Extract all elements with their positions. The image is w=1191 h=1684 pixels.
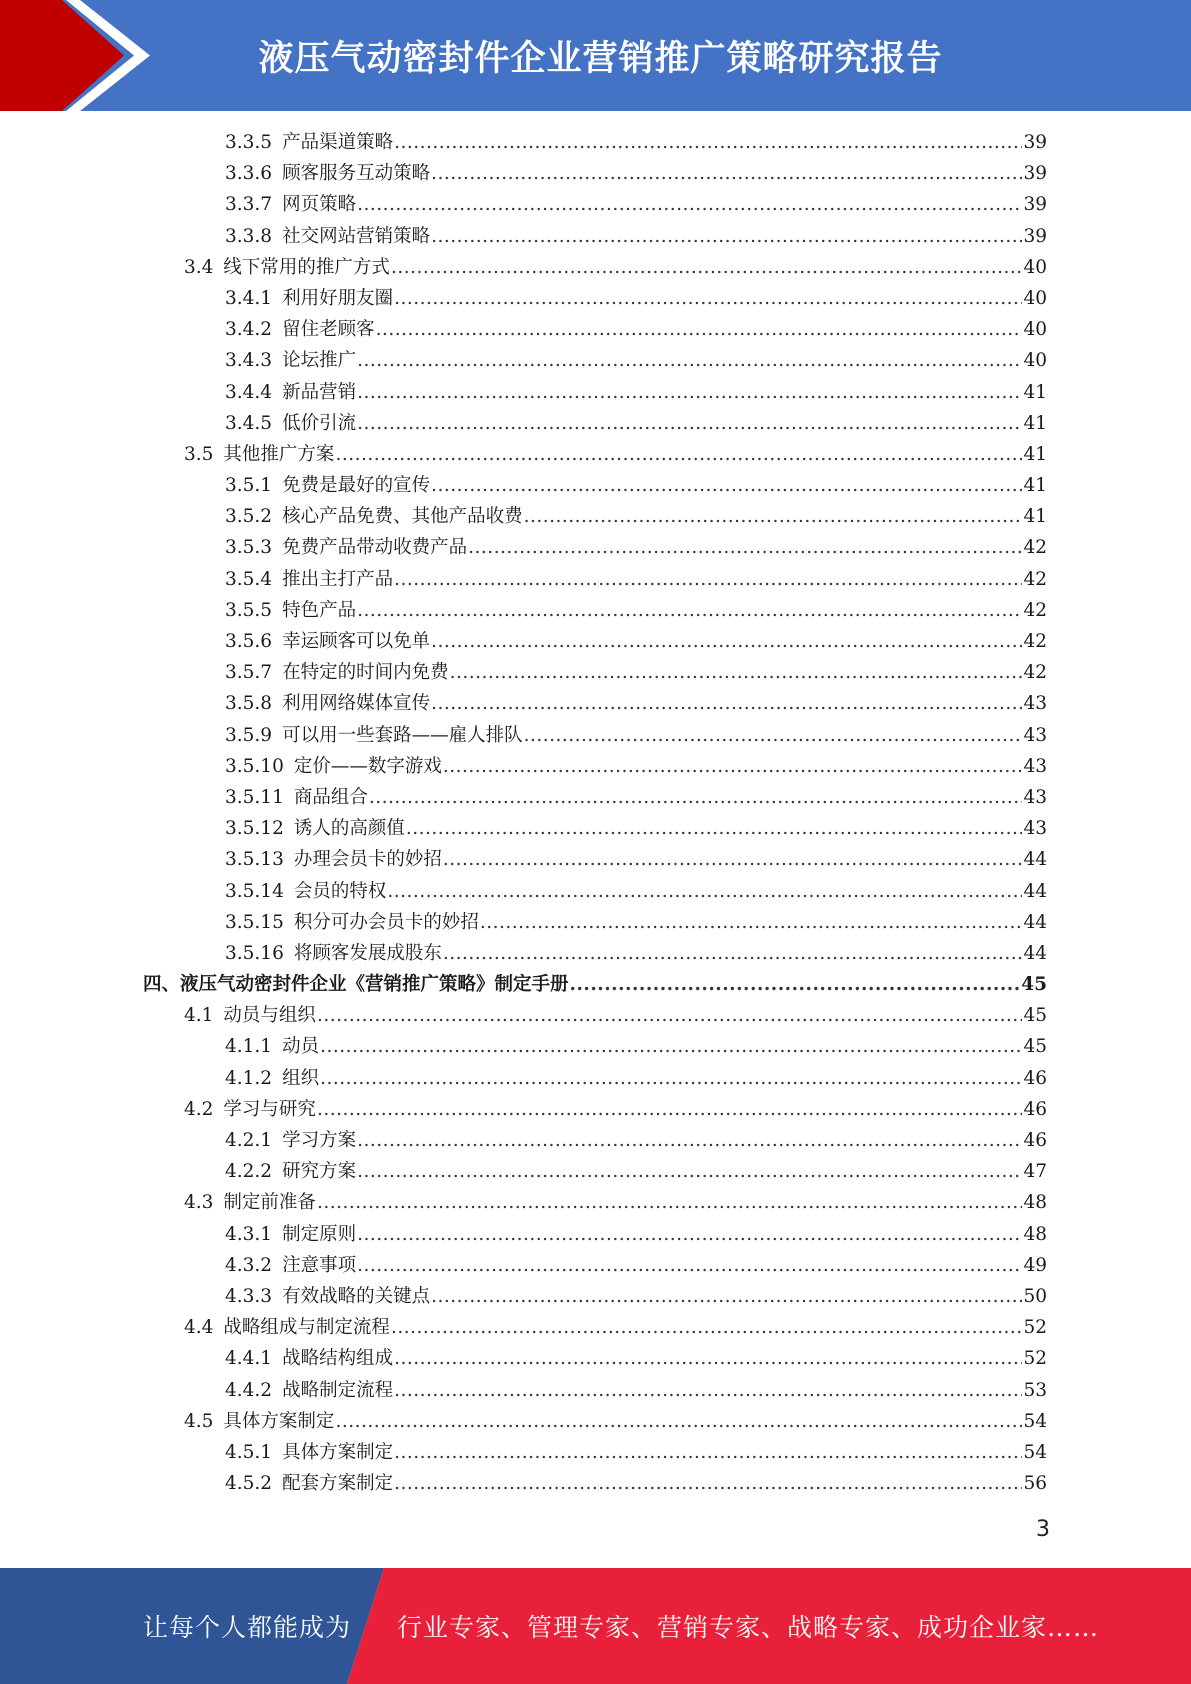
toc-dot-leader bbox=[570, 969, 1021, 1000]
toc-dot-leader bbox=[394, 564, 1022, 595]
toc-entry-number: 3.3.7 bbox=[225, 194, 273, 216]
toc-entry-page: 48 bbox=[1023, 1223, 1047, 1245]
toc-entry[interactable] bbox=[0, 158, 1191, 189]
report-title: 液压气动密封件企业营销推广策略研究报告 bbox=[258, 38, 943, 79]
toc-entry-number: 3.4.2 bbox=[225, 319, 273, 341]
toc-dot-leader bbox=[335, 1406, 1022, 1437]
toc-entry-page: 56 bbox=[1023, 1473, 1047, 1495]
toc-entry[interactable] bbox=[0, 938, 1191, 969]
toc-dot-leader bbox=[468, 532, 1022, 563]
toc-entry-number: 3.4.3 bbox=[225, 350, 273, 372]
toc-dot-leader bbox=[320, 1031, 1022, 1062]
toc-entry[interactable] bbox=[0, 1437, 1191, 1468]
toc-entry-title: 推出主打产品 bbox=[282, 568, 394, 590]
toc-entry-number: 4.1.2 bbox=[225, 1067, 273, 1089]
toc-entry-title: 定价——数字游戏 bbox=[293, 755, 442, 777]
toc-dot-leader bbox=[524, 501, 1023, 532]
toc-entry[interactable] bbox=[0, 127, 1191, 158]
toc-entry-page: 43 bbox=[1023, 724, 1047, 746]
toc-dot-leader bbox=[317, 1187, 1023, 1218]
toc-entry-title: 学习方案 bbox=[282, 1130, 357, 1151]
toc-dot-leader bbox=[357, 1250, 1022, 1281]
toc-dot-leader bbox=[394, 283, 1022, 314]
toc-dot-leader bbox=[480, 907, 1023, 938]
toc-entry-page: 41 bbox=[1023, 506, 1047, 528]
toc-entry-number: 4.3 bbox=[184, 1192, 214, 1214]
toc-entry-page: 53 bbox=[1023, 1379, 1047, 1401]
toc-entry[interactable] bbox=[0, 189, 1191, 220]
toc-entry-page: 43 bbox=[1023, 818, 1047, 840]
toc-entry-title: 免费产品带动收费产品 bbox=[282, 537, 468, 559]
toc-entry-page: 39 bbox=[1023, 225, 1047, 247]
toc-dot-leader bbox=[357, 189, 1022, 220]
toc-entry-page: 42 bbox=[1023, 568, 1047, 590]
toc-entry-page: 54 bbox=[1023, 1441, 1047, 1463]
toc-entry[interactable] bbox=[0, 1468, 1191, 1499]
toc-entry[interactable] bbox=[0, 283, 1191, 314]
toc-entry-title: 办理会员卡的妙招 bbox=[293, 849, 442, 871]
toc-dot-leader bbox=[357, 1156, 1022, 1187]
toc-entry-number: 3.4.4 bbox=[225, 381, 273, 403]
toc-entry-title: 配套方案制定 bbox=[282, 1473, 394, 1495]
toc-dot-leader bbox=[450, 657, 1023, 688]
toc-entry[interactable] bbox=[0, 1031, 1191, 1062]
toc-entry-page: 39 bbox=[1023, 194, 1047, 216]
toc-entry-number: 3.5.4 bbox=[225, 568, 273, 590]
toc-entry-number: 4.5.1 bbox=[225, 1441, 273, 1463]
toc-entry[interactable] bbox=[0, 969, 1191, 1000]
toc-entry-title: 顾客服务互动策略 bbox=[282, 163, 431, 185]
toc-entry[interactable] bbox=[0, 1156, 1191, 1187]
toc-entry-title: 诱人的高颜值 bbox=[293, 818, 405, 840]
toc-entry-number: 4.5.2 bbox=[225, 1473, 273, 1495]
toc-entry-page: 41 bbox=[1023, 381, 1047, 403]
toc-entry-page: 45 bbox=[1021, 974, 1047, 996]
toc-entry-page: 54 bbox=[1023, 1410, 1047, 1432]
toc-dot-leader bbox=[369, 782, 1023, 813]
toc-entry-page: 44 bbox=[1023, 849, 1047, 871]
toc-dot-leader bbox=[524, 720, 1023, 751]
toc-entry-page: 46 bbox=[1023, 1098, 1047, 1120]
toc-dot-leader bbox=[431, 470, 1022, 501]
toc-entry[interactable] bbox=[0, 377, 1191, 408]
toc-entry-title: 研究方案 bbox=[282, 1161, 357, 1183]
toc-entry-page: 46 bbox=[1023, 1067, 1047, 1089]
toc-dot-leader bbox=[443, 938, 1023, 969]
toc-entry[interactable] bbox=[0, 564, 1191, 595]
toc-entry-number: 3.3.5 bbox=[225, 132, 273, 153]
toc-entry-title: 制定原则 bbox=[282, 1223, 357, 1245]
toc-entry[interactable] bbox=[0, 221, 1191, 252]
toc-entry-number: 4.2 bbox=[184, 1098, 214, 1120]
toc-entry-number: 4.4.1 bbox=[225, 1348, 273, 1370]
toc-dot-leader bbox=[431, 158, 1022, 189]
toc-entry[interactable] bbox=[0, 345, 1191, 376]
toc-entry-number: 3.5.8 bbox=[225, 693, 273, 715]
toc-entry-title: 制定前准备 bbox=[223, 1192, 316, 1214]
footer-slogan-left: 让每个人都能成为 bbox=[143, 1613, 352, 1642]
toc-entry-title: 可以用一些套路——雇人排队 bbox=[282, 724, 523, 746]
toc-entry-number: 4.5 bbox=[184, 1410, 214, 1432]
toc-entry-title: 免费是最好的宣传 bbox=[282, 475, 431, 497]
footer-slogan-right: 行业专家、管理专家、营销专家、战略专家、成功企业家…… bbox=[397, 1613, 1100, 1642]
toc-dot-leader bbox=[317, 1000, 1023, 1031]
toc-entry-number: 3.5.9 bbox=[225, 724, 273, 746]
toc-entry-page: 44 bbox=[1023, 911, 1047, 933]
toc-entry[interactable] bbox=[0, 1094, 1191, 1125]
toc-entry-number: 3.4 bbox=[184, 256, 214, 278]
header-banner bbox=[0, 0, 1191, 111]
toc-entry-title: 利用网络媒体宣传 bbox=[282, 693, 431, 715]
toc-entry[interactable] bbox=[0, 1375, 1191, 1406]
toc-entry-page: 40 bbox=[1023, 287, 1047, 309]
toc-dot-leader bbox=[357, 1125, 1022, 1156]
toc-dot-leader bbox=[357, 345, 1022, 376]
toc-dot-leader bbox=[431, 221, 1022, 252]
toc-entry[interactable] bbox=[0, 688, 1191, 719]
toc-entry[interactable] bbox=[0, 751, 1191, 782]
toc-entry-number: 3.5.2 bbox=[225, 506, 273, 528]
toc-entry-page: 45 bbox=[1023, 1036, 1047, 1058]
toc-dot-leader bbox=[376, 314, 1023, 345]
toc-entry-page: 42 bbox=[1023, 599, 1047, 621]
toc-entry-number: 4.1.1 bbox=[225, 1036, 273, 1058]
toc-dot-leader bbox=[357, 1219, 1022, 1250]
toc-entry-title: 战略制定流程 bbox=[282, 1379, 394, 1401]
toc-entry-number: 3.5.5 bbox=[225, 599, 273, 621]
toc-entry[interactable] bbox=[0, 1281, 1191, 1312]
toc-entry-title: 注意事项 bbox=[282, 1254, 357, 1276]
toc-entry-title: 将顾客发展成股东 bbox=[293, 942, 442, 964]
toc-entry[interactable] bbox=[0, 657, 1191, 688]
toc-entry-title: 组织 bbox=[282, 1067, 320, 1089]
toc-entry-page: 42 bbox=[1023, 631, 1047, 652]
toc-entry-page: 43 bbox=[1023, 755, 1047, 777]
toc-entry-number: 4.4 bbox=[184, 1317, 214, 1339]
toc-entry-page: 40 bbox=[1023, 319, 1047, 341]
toc-entry[interactable] bbox=[0, 532, 1191, 563]
toc-entry[interactable] bbox=[0, 408, 1191, 439]
toc-entry[interactable] bbox=[0, 1000, 1191, 1031]
toc-entry-title: 核心产品免费、其他产品收费 bbox=[282, 506, 523, 528]
table-of-contents bbox=[0, 127, 1191, 1499]
toc-entry[interactable] bbox=[0, 844, 1191, 875]
toc-entry[interactable] bbox=[0, 907, 1191, 938]
toc-entry[interactable] bbox=[0, 720, 1191, 751]
toc-entry[interactable] bbox=[0, 1250, 1191, 1281]
toc-entry[interactable] bbox=[0, 439, 1191, 470]
toc-entry-title: 幸运顾客可以免单 bbox=[282, 631, 431, 652]
toc-entry-number: 3.5.13 bbox=[225, 849, 284, 871]
toc-entry-title: 会员的特权 bbox=[293, 880, 387, 902]
toc-entry-number: 3.5 bbox=[184, 443, 214, 465]
toc-entry-number: 3.5.15 bbox=[225, 911, 284, 933]
toc-entry-title: 利用好朋友圈 bbox=[282, 287, 394, 309]
toc-dot-leader bbox=[394, 1375, 1022, 1406]
toc-entry[interactable] bbox=[0, 813, 1191, 844]
toc-entry-page: 41 bbox=[1023, 475, 1047, 497]
toc-entry-title: 论坛推广 bbox=[282, 350, 357, 372]
toc-dot-leader bbox=[443, 751, 1023, 782]
toc-entry-title: 特色产品 bbox=[282, 599, 357, 621]
toc-entry-page: 42 bbox=[1023, 662, 1047, 684]
toc-entry-page: 48 bbox=[1023, 1192, 1047, 1214]
toc-entry-page: 42 bbox=[1023, 537, 1047, 559]
toc-entry-number: 3.5.3 bbox=[225, 537, 273, 559]
toc-entry-number: 4.2.1 bbox=[225, 1130, 273, 1151]
toc-entry-page: 45 bbox=[1023, 1005, 1047, 1027]
toc-entry-number: 3.3.6 bbox=[225, 163, 273, 185]
toc-dot-leader bbox=[431, 626, 1022, 657]
toc-entry[interactable] bbox=[0, 470, 1191, 501]
toc-dot-leader bbox=[431, 688, 1022, 719]
toc-entry-title: 产品渠道策略 bbox=[282, 132, 394, 153]
toc-entry-title: 四、液压气动密封件企业《营销推广策略》制定手册 bbox=[143, 974, 569, 996]
footer-banner bbox=[0, 1568, 1191, 1684]
toc-entry-title: 学习与研究 bbox=[223, 1098, 316, 1120]
toc-dot-leader bbox=[394, 1437, 1022, 1468]
toc-entry[interactable] bbox=[0, 501, 1191, 532]
toc-entry[interactable] bbox=[0, 1187, 1191, 1218]
toc-entry-number: 3.5.11 bbox=[225, 786, 284, 808]
toc-entry-page: 43 bbox=[1023, 786, 1047, 808]
toc-entry-title: 其他推广方案 bbox=[223, 443, 335, 465]
toc-entry-number: 4.2.2 bbox=[225, 1161, 273, 1183]
toc-entry-page: 40 bbox=[1023, 350, 1047, 372]
toc-entry[interactable] bbox=[0, 1406, 1191, 1437]
toc-entry-page: 50 bbox=[1023, 1285, 1047, 1307]
toc-entry-page: 44 bbox=[1023, 880, 1047, 902]
toc-entry[interactable] bbox=[0, 1063, 1191, 1094]
toc-dot-leader bbox=[406, 813, 1023, 844]
toc-dot-leader bbox=[320, 1063, 1022, 1094]
toc-entry-number: 3.3.8 bbox=[225, 225, 273, 247]
toc-entry-page: 41 bbox=[1023, 443, 1047, 465]
toc-entry[interactable] bbox=[0, 595, 1191, 626]
toc-entry-title: 商品组合 bbox=[293, 786, 368, 808]
toc-entry[interactable] bbox=[0, 1219, 1191, 1250]
toc-entry-title: 战略结构组成 bbox=[282, 1348, 394, 1370]
toc-entry-title: 具体方案制定 bbox=[282, 1441, 394, 1463]
toc-dot-leader bbox=[431, 1281, 1022, 1312]
toc-dot-leader bbox=[357, 408, 1022, 439]
toc-entry-page: 44 bbox=[1023, 942, 1047, 964]
toc-entry-page: 41 bbox=[1023, 412, 1047, 434]
toc-entry-page: 39 bbox=[1023, 132, 1047, 153]
toc-dot-leader bbox=[394, 127, 1022, 158]
toc-entry-title: 社交网站营销策略 bbox=[282, 225, 431, 247]
toc-entry-number: 4.1 bbox=[184, 1005, 214, 1027]
toc-entry-title: 具体方案制定 bbox=[223, 1410, 335, 1432]
toc-entry-number: 4.3.2 bbox=[225, 1254, 273, 1276]
toc-entry-page: 52 bbox=[1023, 1317, 1047, 1339]
toc-entry[interactable] bbox=[0, 1312, 1191, 1343]
toc-entry-title: 低价引流 bbox=[282, 412, 357, 434]
toc-entry-title: 网页策略 bbox=[282, 194, 357, 216]
toc-dot-leader bbox=[391, 1312, 1023, 1343]
toc-entry[interactable] bbox=[0, 1343, 1191, 1374]
toc-dot-leader bbox=[387, 876, 1022, 907]
toc-dot-leader bbox=[357, 377, 1022, 408]
toc-entry[interactable] bbox=[0, 876, 1191, 907]
toc-entry-title: 留住老顾客 bbox=[282, 319, 375, 341]
toc-entry-number: 3.5.7 bbox=[225, 662, 273, 684]
page-number: 3 bbox=[1036, 1517, 1050, 1542]
toc-entry-title: 线下常用的推广方式 bbox=[223, 256, 390, 278]
toc-entry-number: 4.3.1 bbox=[225, 1223, 273, 1245]
toc-entry-title: 积分可办会员卡的妙招 bbox=[293, 911, 479, 933]
toc-entry-number: 3.5.14 bbox=[225, 880, 284, 902]
toc-entry-number: 4.4.2 bbox=[225, 1379, 273, 1401]
toc-entry[interactable] bbox=[0, 626, 1191, 657]
toc-entry[interactable] bbox=[0, 782, 1191, 813]
toc-entry-number: 3.4.5 bbox=[225, 412, 273, 434]
toc-entry-page: 49 bbox=[1023, 1254, 1047, 1276]
toc-entry[interactable] bbox=[0, 1125, 1191, 1156]
toc-entry-title: 动员 bbox=[282, 1036, 320, 1058]
toc-entry-page: 39 bbox=[1023, 163, 1047, 185]
toc-entry-number: 3.5.12 bbox=[225, 818, 284, 840]
toc-dot-leader bbox=[394, 1343, 1022, 1374]
toc-entry-title: 动员与组织 bbox=[223, 1005, 316, 1027]
toc-entry-number: 3.5.6 bbox=[225, 631, 273, 652]
toc-entry-page: 43 bbox=[1023, 693, 1047, 715]
toc-entry-number: 3.5.16 bbox=[225, 942, 284, 964]
toc-entry-page: 52 bbox=[1023, 1348, 1047, 1370]
toc-entry-number: 3.5.10 bbox=[225, 755, 284, 777]
toc-dot-leader bbox=[317, 1094, 1023, 1125]
toc-entry[interactable] bbox=[0, 252, 1191, 283]
toc-entry-title: 在特定的时间内免费 bbox=[282, 662, 449, 684]
toc-entry-number: 4.3.3 bbox=[225, 1285, 273, 1307]
toc-dot-leader bbox=[443, 844, 1023, 875]
toc-entry-page: 46 bbox=[1023, 1130, 1047, 1151]
toc-dot-leader bbox=[335, 439, 1022, 470]
toc-entry-number: 3.4.1 bbox=[225, 287, 273, 309]
toc-dot-leader bbox=[394, 1468, 1022, 1499]
toc-entry-title: 新品营销 bbox=[282, 381, 357, 403]
toc-entry-title: 战略组成与制定流程 bbox=[223, 1317, 390, 1339]
toc-dot-leader bbox=[391, 252, 1023, 283]
toc-entry-page: 40 bbox=[1023, 256, 1047, 278]
header-arrow-decoration bbox=[0, 0, 150, 111]
toc-entry-number: 3.5.1 bbox=[225, 475, 273, 497]
toc-entry[interactable] bbox=[0, 314, 1191, 345]
toc-entry-title: 有效战略的关键点 bbox=[282, 1285, 431, 1307]
toc-dot-leader bbox=[357, 595, 1022, 626]
toc-entry-page: 47 bbox=[1023, 1161, 1047, 1183]
